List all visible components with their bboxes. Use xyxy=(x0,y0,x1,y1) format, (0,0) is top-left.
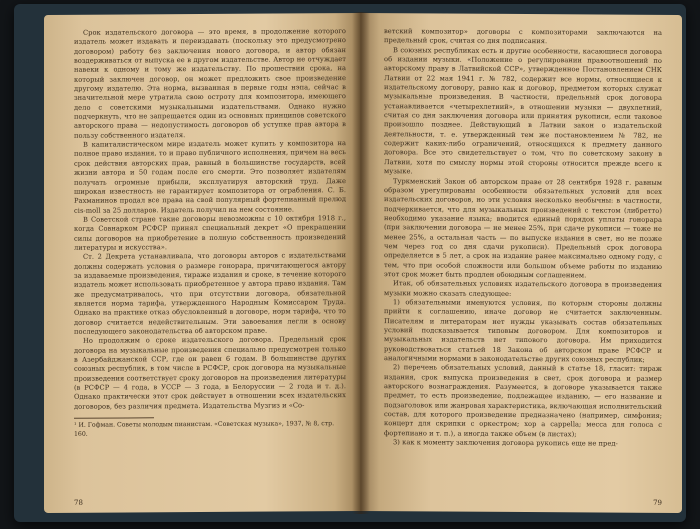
page-number: 78 xyxy=(74,498,83,507)
right-page xyxy=(360,13,682,513)
book-gutter xyxy=(352,12,370,514)
paragraph: В Советской стране такие договоры невозможны с 10 октября 1918 г., когда Совнарком РСФСР принял специальный декрет «О прекращении силы договоров на приобретение в полную собственность произведений литературы и искусства». xyxy=(74,213,346,252)
list-item: 1) обязательными именуются условия, по которым стороны должны прийти к соглашению, иначе договор не считается заключенным. Писателям и литераторам нет нужды указывать состав обязательных условий подсказывается типовым договором. Для композиторов и музыкальных издательств нет типового договора. Им приходится руководствоваться статьей 18 Закона об авторском праве РСФСР и аналогичными нормами в законодательстве других союзных республик; xyxy=(384,298,662,364)
paragraph: В союзных республиках есть и другие особенности, касающиеся договора об издании музыки. «Положение о регулировании правоотношений по авторскому праву в Латвийской ССР», утвержденное Постановлением СНК Латвии от 22 мая 1941 г. № 782, содержит все нормы, относящиеся к издательскому договору, равно как и договор, предметом которых служат музыкальные произведения. В частности, предельный срок договора устанавливается «четырехлетний», в отношении музыки — двухлетний, считая со дня заключения договора или принятия рукописи, если таковое произошло позднее. Действующий в Латвии закон о издательской деятельности, т. е. утвержденный тем же постановлением № 782, не содержит каких-либо ограничений, относящихся к предмету данного договора. Все это свидетельствует о том, что по советскому закону в Латвии, хотя по смыслу нормы этой стороны относится прежде всего к музыке. xyxy=(384,45,662,176)
footnote: ¹ И. Гофман. Советы молодым пианистам. «Советская музыка», 1937, № 8, стр. 160. xyxy=(74,420,335,438)
paragraph: Но продолжим о сроке издательского договора. Предельный срок договора на музыкальные произведения специально предусмотрен только в Азербайджанской ССР, где он равен 6 годам. В большинстве других союзных республик, в том числе в РСФСР, срок договора на музыкальные произведения соответствует сроку договоров на произведения литературы (в РСФСР — 4 года, в УССР — 3 года, в Белоруссии — 2 года и т. д.). Однако практически этот срок действует в отношении всех издательских договоров, без различия предмета. Издательства Музгиз и «Со- xyxy=(74,335,346,411)
footnote-divider xyxy=(74,417,154,418)
list-item: 2) перечень обязательных условий, данный в статье 18, гласит: тираж издания, срок выпуска произведения в свет, срок договора и размер авторского вознаграждения. Разумеется, в договоре указывается также предмет, то есть произведение, подлежащее изданию, — его название и подзаголовок или жанровая характеристика, включающая исполнительский состав, для которого произведение предназначено (например, симфония; концерт для скрипки с оркестром; хор а cappella; месса для голоса с фортепиано и т. п.), а иногда также объем (в листах); xyxy=(384,363,662,439)
left-page-text xyxy=(74,27,346,412)
paragraph: Туркменский Закон об авторском праве от 28 сентября 1928 г. равным образом урегулированы особенности обязательных условий для всех издательских договоров, но эти условия несколько необычны: в частности, подчеркивается, что для музыкальных произведений с текстом (либретто) необходимо указание языка; вводится единый порядок уплаты гонорара (при заключении договора — не менее 25%, при сдаче рукописи — тоже не менее 25%, а остальная часть — по выпуске издания в свет, но не позже чем через год со дня сдачи рукописи). Предельный срок договора определяется в 5 лет, а срок на издание ранее максимально одному году, с тем, что при особой сложности или большом объеме работы по изданию этот срок может быть продлен обоюдным соглашением. xyxy=(384,176,662,280)
paragraph: ветский композитор» договоры с композиторами заключаются на предельный срок, считая со дня подписания. xyxy=(384,27,662,46)
page-number: 79 xyxy=(653,498,662,507)
open-book xyxy=(14,4,686,522)
paragraph: Ст. 2 Декрета устанавливала, что договоры авторов с издательствами должны содержать условия о размере гонорара, причитающегося автору за издаваемые произведения, тираже издания и сроке, в течение которого издатель может использовать приобретенное у автора право издания. Там же предусматривалось, что при отсутствии договора, обязательной является норма тарифа, утвержденного Народным Комиссаром Труда. Однако на практике отказ обусловленный в договоре, норм тарифа, что то договор считается недействительным. Эти завоевания легли в основу последующего законодательства об авторском праве. xyxy=(74,251,346,336)
right-page-text xyxy=(384,27,662,449)
list-item: 3) как к моменту заключения договора рукопись еще не пред- xyxy=(393,438,618,448)
paragraph: В капиталистическом мире издатель может купить у композитора на полное право издания, то и право публичного исполнения, причем на весь срок действия авторских прав, равный в большинстве государств, всей жизни автора и 50 годам после его смерти. Это позволяет издателям получать огромные прибыли, эксплуатируя авторский труд. Даже широкая известность не гарантирует композитора от ограбления. С. Б. Рахманинов продал все права на свой популярный фортепианный прелюд cis-moll за 25 долларов. Издатель получил на нем состояние. xyxy=(74,139,346,215)
left-page xyxy=(44,13,360,513)
paragraph: Итак, об обязательных условиях издательского договора в произведения музыки можно сказать следующее: xyxy=(384,279,662,298)
paragraph: Срок издательского договора — это время, в продолжение которого издатель может издавать и переиздавать (поскольку это предусмотрено договором) работу без заключения нового договора, и автор обязан воздерживаться от выпуска ее в другом издательстве. Автор не отчуждает навеки к одному и тому же издательству. По прошествии срока, на который заключен договор, он может предложить свое произведение другому издателю. Эта норма, вызванная в первые годы нэпа, сейчас в значительной мере утратила свою остроту для композитора, имеющего дело с советскими музыкальными издательствами. Однако нужно подчеркнуть, что не запрещается один из основных принципов советского авторского права — недопустимость договоров об уступке прав автора в пользу собственного издателя. xyxy=(74,27,346,140)
